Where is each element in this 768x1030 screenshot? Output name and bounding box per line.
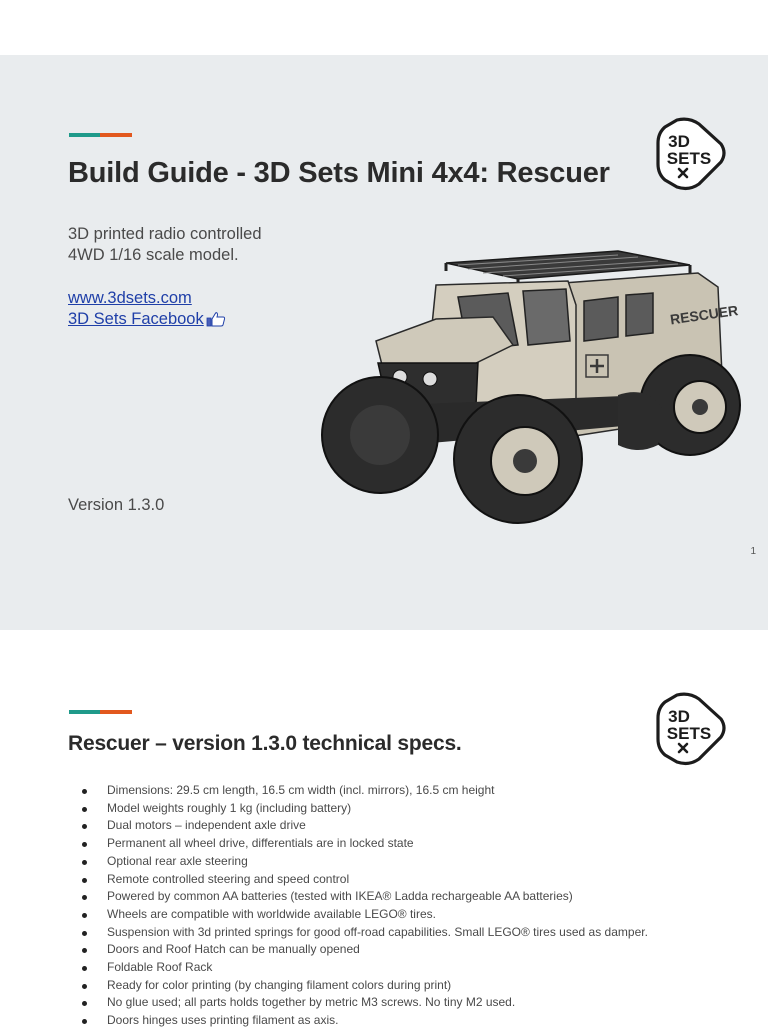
description [68, 224, 262, 266]
spec-text: Remote controlled steering and speed control [107, 871, 350, 886]
spec-item [80, 782, 648, 800]
bullet-icon [82, 860, 87, 865]
bullet-icon [82, 966, 87, 971]
spec-item [80, 871, 648, 889]
front-right-wheel [454, 395, 582, 523]
spec-item [80, 924, 648, 942]
spec-text: Suspension with 3d printed springs for good off-road capabilities. Small LEGO® tires used as damper. [107, 924, 648, 939]
spec-text: Doors and Roof Hatch can be manually opened [107, 942, 360, 957]
bullet-icon [82, 895, 87, 900]
facebook-link[interactable] [68, 309, 226, 330]
bullet-icon [82, 807, 87, 812]
3dsets-logo-icon [655, 691, 729, 767]
version-label: Version 1.3.0 [68, 496, 165, 514]
spec-text: Dual motors – independent axle drive [107, 818, 306, 833]
specs-slide [0, 660, 768, 1028]
facebook-link-label: 3D Sets Facebook [68, 310, 204, 328]
title-slide [0, 55, 768, 630]
spec-text: Ready for color printing (by changing filament colors during print) [107, 977, 452, 992]
bullet-icon [82, 984, 87, 989]
page-title: Build Guide - 3D Sets Mini 4x4: Rescuer [68, 157, 610, 189]
bullet-icon [82, 1019, 87, 1024]
spec-item [80, 906, 648, 924]
bullet-icon [82, 789, 87, 794]
spec-text: Doors hinges uses printing filament as axis. [107, 1013, 339, 1028]
svg-text:3D: 3D [668, 132, 690, 151]
3dsets-logo-icon [655, 116, 729, 192]
bullet-icon [82, 824, 87, 829]
accent-bar [69, 133, 132, 137]
svg-text:RESCUER: RESCUER [669, 302, 740, 328]
spec-item [80, 888, 648, 906]
spec-text: Wheels are compatible with worldwide available LEGO® tires. [107, 906, 436, 921]
page-number: 1 [750, 546, 756, 557]
spec-item [80, 994, 648, 1012]
spec-text: Permanent all wheel drive, differentials are in locked state [107, 836, 414, 851]
description-line: 3D printed radio controlled [68, 225, 262, 243]
bullet-icon [82, 878, 87, 883]
spec-text: Powered by common AA batteries (tested with IKEA® Ladda rechargeable AA batteries) [107, 889, 573, 904]
specs-list [80, 782, 648, 1030]
spec-item [80, 1012, 648, 1030]
spec-item [80, 977, 648, 995]
spec-item [80, 959, 648, 977]
svg-text:SETS: SETS [666, 724, 712, 743]
spec-item [80, 800, 648, 818]
svg-text:SETS: SETS [666, 149, 712, 168]
spec-text: Foldable Roof Rack [107, 960, 213, 975]
spec-text: Model weights roughly 1 kg (including battery) [107, 800, 352, 815]
section-title: Rescuer – version 1.3.0 technical specs. [68, 732, 462, 755]
description-line: 4WD 1/16 scale model. [68, 246, 239, 264]
spec-item [80, 853, 648, 871]
spec-item [80, 817, 648, 835]
accent-bar [69, 710, 132, 714]
bullet-icon [82, 931, 87, 936]
bullet-icon [82, 842, 87, 847]
website-link[interactable]: www.3dsets.com [68, 289, 192, 307]
bullet-icon [82, 1001, 87, 1006]
rescuer-truck-illustration [318, 245, 743, 530]
bullet-icon [82, 948, 87, 953]
svg-text:3D: 3D [668, 707, 690, 726]
spec-text: Dimensions: 29.5 cm length, 16.5 cm width (incl. mirrors), 16.5 cm height [107, 783, 495, 797]
spec-item [80, 941, 648, 959]
spec-item [80, 835, 648, 853]
links [68, 288, 226, 330]
front-left-wheel [322, 377, 438, 493]
spec-text: Optional rear axle steering [107, 853, 248, 868]
thumbs-up-icon [206, 311, 226, 327]
spec-text: No glue used; all parts holds together by metric M3 screws. No tiny M2 used. [107, 995, 516, 1010]
bullet-icon [82, 913, 87, 918]
